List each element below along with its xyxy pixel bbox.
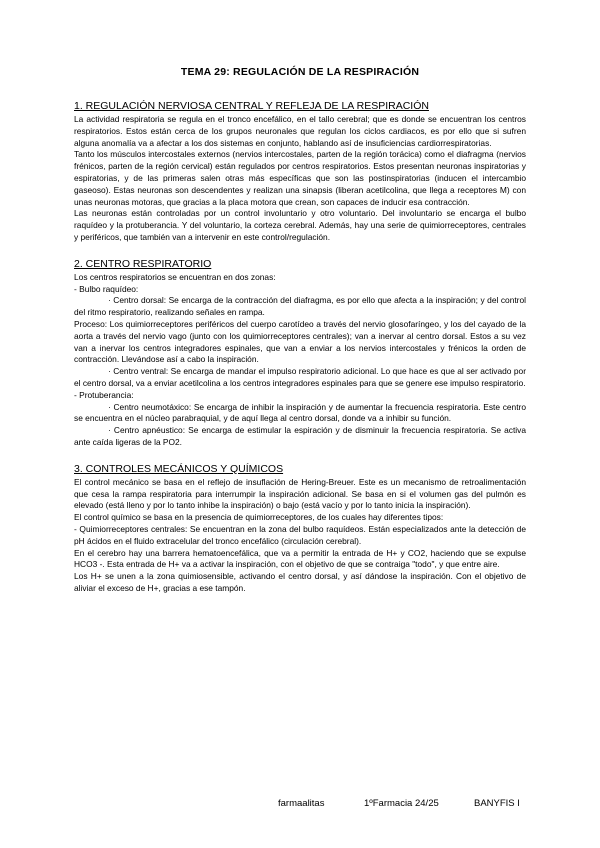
section-3-heading: 3. CONTROLES MECÁNICOS Y QUÍMICOS — [74, 462, 284, 475]
page-title: TEMA 29: REGULACIÓN DE LA RESPIRACIÓN — [180, 66, 420, 78]
section-1-paragraph: Las neuronas están controladas por un control involuntario y otro voluntario. Del involuntario se encarga el bulbo raquídeo y la protuberancia. Y del voluntario, la corteza cerebral. Además, hay una serie de quimiorreceptores, centrales y periféricos, que también van a intervenir en este control/regulación. — [74, 208, 526, 242]
document-page — [74, 66, 526, 595]
section-3-paragraph: Los H+ se unen a la zona quimiosensible, activando el centro dorsal, y así dándose la inspiración. Con el objetivo de aliviar el exceso de H+, gracias a ese tampón. — [74, 571, 526, 593]
footer-subject: BANYFIS I — [474, 798, 520, 809]
centro-neumotaxico-paragraph: · Centro neumotáxico: Se encarga de inhibir la inspiración y de aumentar la frecuencia respiratoria. Este centro se encuentra en el núcleo parabraquial, y de aquí llega al centro dorsal, donde va a inhibir su función. — [74, 401, 526, 424]
section-2-intro: Los centros respiratorios se encuentran en dos zonas: — [74, 271, 276, 282]
centro-ventral-paragraph: · Centro ventral: Se encarga de mandar el impulso respiratorio adicional. Lo que hace es que al ser activado por el centro dorsal, va a enviar acetilcolina a los centros integradores espinales para que se genere ese impulso respiratorio. — [74, 366, 526, 388]
centro-dorsal-paragraph: · Centro dorsal: Se encarga de la contracción del diafragma, es por ello que afecta a la inspiración; y del control del ritmo respiratorio, realizando señales en rampa. — [74, 295, 526, 318]
section-3-paragraph: En el cerebro hay una barrera hematoencefálica, que va a permitir la entrada de H+ y CO2, haciendo que se expulse HCO3 -. Esta entrada de H+ va a activar la inspiración, con el objetivo de que se contraiga "todo", y que entre aire. — [74, 547, 526, 570]
section-3-paragraph: El control químico se basa en la presencia de quimiorreceptores, de los cuales hay diferentes tipos: — [74, 512, 444, 523]
section-3-paragraph: - Quimiorreceptores centrales: Se encuentran en la zona del bulbo raquídeos. Están especializados ante la detección de pH ácidos en el fluido extracelular del tronco encefálico (circulación cerebral). — [74, 523, 526, 546]
section-1-paragraph: La actividad respiratoria se regula en el tronco encefálico, en el tallo cerebral; que es donde se encuentran los centros respiratorios. Estos están cerca de los grupos neuronales que regulan los ciclos cardiacos, es por ello que si sufren alguna anomalía va a afectar a los dos sistemas en conjunto, hablando así de insuficiencias cardiorrespiratorias. — [74, 114, 526, 148]
centro-apneustico-paragraph: · Centro apnéustico: Se encarga de estimular la espiración y de disminuir la frecuencia respiratoria. Se activa ante caída ligeras de la PO2. — [74, 425, 526, 447]
protuberancia-label: - Protuberancia: — [74, 389, 134, 400]
section-3-paragraph: El control mecánico se basa en el reflejo de insuflación de Hering-Breuer. Este es un mecanismo de retroalimentación que cesa la rampa respiratoria para interrumpir la inspiración adicional. Se basa en si el volumen gas del pulmón es elevado (está lleno y por lo tanto inhibe la inspiración) o bajo (está vacío y por lo tanto inicia la inspiración). — [74, 476, 526, 511]
section-1-heading: 1. REGULACIÓN NERVIOSA CENTRAL Y REFLEJA DE LA RESPIRACIÓN — [74, 100, 429, 112]
bulbo-label: - Bulbo raquídeo: — [74, 283, 139, 294]
proceso-paragraph: Proceso: Los quimiorreceptores periféricos del cuerpo carotídeo a través del nervio glosofaríngeo, y los del cayado de la aorta a través del nervio vago (junto con los quimiorreceptores centrales); van a inervar al centro dorsal. Estos a su vez van a inervar los centros integradores espinales, que van a enviar a los nervios intercostales y frénicos la orden de contracción. Llevándose así a cabo la inspiración. — [74, 318, 526, 365]
footer-course: 1ºFarmacia 24/25 — [364, 798, 439, 809]
section-1-paragraph: Tanto los músculos intercostales externos (nervios intercostales, parten de la región torácica) como el diafragma (nervios frénicos, parten de la región cervical) están regulados por centros respiratorios. Estos presentan neuronas inspiratorias y espiratorias, y de las primeras salen otras más específicas que son las postinspiratorias (inducen el intercambio gaseoso). Estas neuronas son descendentes y realizan una sinapsis (liberan acetilcolina, que llega a receptores M) con unas neuronas motoras, que gracias a la placa motora que crean, son capaces de inducir esa contracción. — [74, 149, 526, 207]
section-2-heading: 2. CENTRO RESPIRATORIO — [74, 257, 212, 270]
footer-author: farmaalitas — [278, 798, 325, 809]
